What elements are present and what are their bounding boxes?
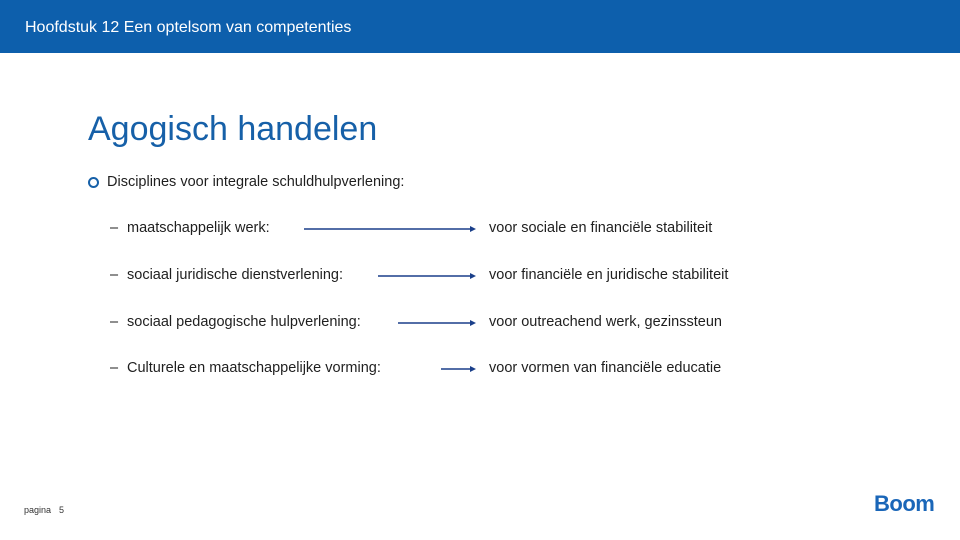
discipline-label: sociaal pedagogische hulpverlening: — [127, 314, 361, 330]
arrow-right-icon — [398, 317, 476, 329]
arrow-right-icon — [304, 223, 476, 235]
discipline-label: maatschappelijk werk: — [127, 220, 270, 236]
slide-title: Agogisch handelen — [88, 110, 378, 148]
purpose-label: voor vormen van financiële educatie — [489, 360, 722, 376]
boom-logo: Boom — [874, 491, 935, 516]
dash-marker: – — [110, 220, 119, 236]
dash-marker: – — [110, 360, 119, 376]
dash-marker: – — [110, 314, 119, 330]
discipline-label: Culturele en maatschappelijke vorming: — [127, 360, 381, 376]
purpose-label: voor financiële en juridische stabiliteit — [489, 267, 729, 283]
intro-text: Disciplines voor integrale schuldhulpverlening: — [107, 174, 405, 190]
arrow-right-icon — [441, 363, 476, 375]
page-label: pagina — [24, 505, 52, 515]
list-row-2 — [0, 267, 960, 289]
chapter-title: Hoofdstuk 12 Een optelsom van competenties — [25, 19, 352, 36]
list-row-3 — [0, 314, 960, 336]
list-row-1 — [0, 220, 960, 242]
dash-marker: – — [110, 267, 119, 283]
purpose-label: voor outreachend werk, gezinssteun — [489, 314, 722, 330]
bullet-circle-icon — [88, 177, 99, 188]
header-bar — [0, 0, 960, 53]
page-indicator — [24, 505, 72, 515]
discipline-label: sociaal juridische dienstverlening: — [127, 267, 344, 283]
purpose-label: voor sociale en financiële stabiliteit — [489, 220, 713, 236]
arrow-right-icon — [378, 270, 476, 282]
page-number: 5 — [59, 505, 65, 515]
list-row-4 — [0, 360, 960, 382]
